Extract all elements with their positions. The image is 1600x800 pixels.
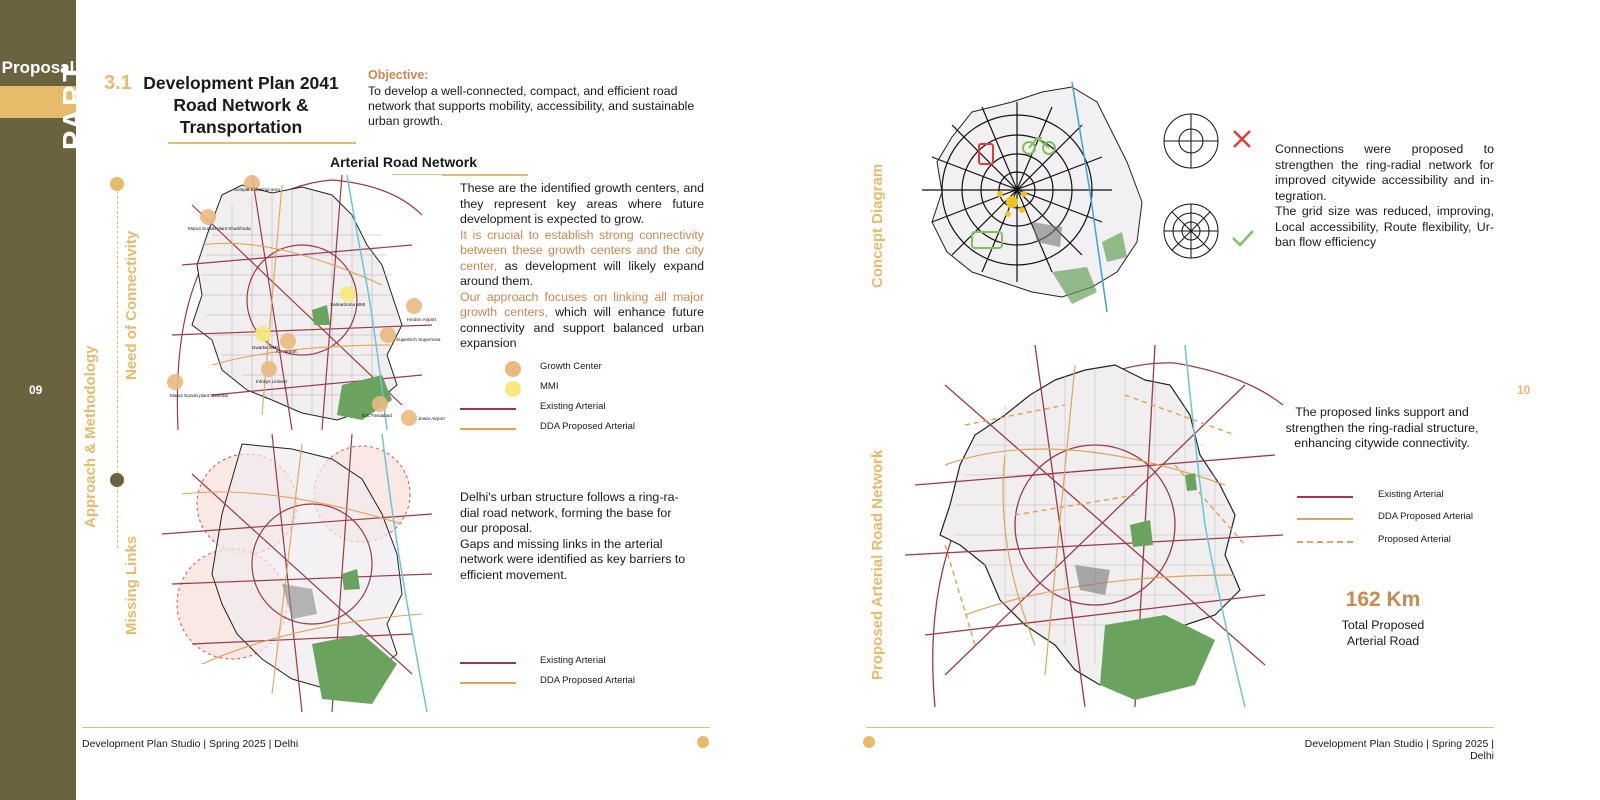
approach-methodology-label: Approach & Methodology [82,345,99,528]
legend-label: Existing Arterial [540,655,606,666]
concept-diagram-svg [912,82,1164,312]
legend-label: MMI [540,381,559,392]
legend-swatch [460,682,516,684]
legend-label: DDA Proposed Arterial [540,675,636,686]
growth-centers-para3: which will enhance future connectivity and support balanced urban expansion [460,305,704,350]
legend-label: DDA Proposed Arterial [540,421,636,432]
total-km-label-line: Arterial Road [1346,633,1420,648]
proposed-description: The proposed links support and strengthen the ring-radial structure, enhancing citywide connectivity. [1285,405,1479,450]
legend-swatch [1297,541,1353,543]
methodology-dashed-line [117,186,118,548]
total-km-label-line: Total Proposed [1341,618,1425,632]
legend-swatch [1297,496,1353,498]
objective-text: To develop a well-connected, compact, and efficient road network that supports mobility, accessibility, and sustainable urban growth. [368,84,695,128]
legend-swatch [460,408,516,410]
missing-links-description [460,490,692,583]
legend-swatch [505,361,521,377]
methodology-dot-missing [110,473,124,487]
footer-rule-left [82,727,710,728]
arterial-section-title: Arterial Road Network [330,154,478,170]
delhi-boundary [932,87,1142,297]
total-km-value: 162 Km [1345,588,1421,611]
title-line: Development Plan 2041 [143,73,339,93]
proposal-label: Proposal [1,58,75,77]
proposed-network-svg [905,345,1283,707]
map-label-maruti-kharkhoda: Maruti Suzuki plant Kharkhoda [188,226,251,231]
map-label-sarkardoma: Sarkardoma MMI [330,302,366,307]
growth-centers-para1: These are the identified growth centers, and they represent key areas where future development is expected to grow. [460,181,704,226]
page-number-left: 09 [29,383,43,397]
concept-description [1275,142,1494,251]
title-line: Road Network & [173,95,309,115]
map-label-maruti-manesar: Maruti Suzuki plant Manesar [170,393,229,398]
legend-swatch [1297,518,1353,520]
map-label-dwarka: Dwarka MMI [252,345,278,350]
missing-links-map-svg [152,434,442,712]
map-label-igi: IGI Airport [276,349,297,354]
map-label-sonipat: Sonipat Industrial area [234,187,280,192]
legend-label: Existing Arterial [1378,489,1444,500]
part-label [58,61,91,150]
concept-para1: Connections were proposed to strengthen the ring-radial network for improved citywide accessibility and in-tegration. [1275,142,1494,203]
legend-label: Growth Center [540,361,602,372]
proposed-network-legend [1297,489,1507,549]
growth-centers-map [152,175,445,430]
map-label-jewar: Jewar Airport [418,416,445,421]
legend-label: Proposed Arterial [1378,534,1451,545]
legend-swatch [460,428,516,430]
cross-icon [1231,128,1253,150]
objective-label: Objective: [368,68,429,82]
legend-swatch [505,381,521,397]
coarse-ring-grid-icon [1162,112,1220,170]
map-label-idc: IDC Faridabad [362,413,392,418]
missing-links-legend [460,655,670,695]
fine-ring-grid-icon [1162,202,1220,260]
map-label-infosys: Infosys Limited [256,379,287,384]
concept-diagram-label: Concept Diagram [869,163,886,288]
proposed-network-map [905,345,1283,707]
missing-links-para2: Gaps and missing links in the arterial network were identified as key barriers to efficient movement. [460,536,686,582]
footer-dot-left [697,736,709,748]
page-number-right: 10 [1517,383,1531,397]
missing-links-para1: Delhi's urban structure follows a ring-ra-dial road network, forming the base for our proposal. [460,490,679,535]
legend-label: DDA Proposed Arterial [1378,511,1474,522]
section-number: 3.1 [104,72,132,94]
page-title [132,72,350,138]
footer-dot-right [863,736,875,748]
footer-rule-right [866,727,1494,728]
part-word: PART [58,61,90,150]
map-label-hindon: Hindon Airport [407,317,437,322]
footer-text-left: Development Plan Studio | Spring 2025 | Delhi [82,738,299,750]
need-connectivity-label: Need of Connectivity [123,230,140,380]
growth-centers-description [460,181,704,352]
missing-links-map [152,434,442,712]
growth-centers-para3-highlight: Our approach focuses on linking all major growth centers, [460,289,704,319]
concept-para2: The grid size was reduced, improving, Local accessibility, Route flexibility, Ur-ban flow efficiency [1275,204,1494,249]
title-line: Transportation [179,117,303,137]
legend-label: Existing Arterial [540,401,606,412]
growth-centers-legend [460,361,670,435]
growth-centers-para2: as development will likely expand around them. [460,258,704,288]
proposed-network-label: Proposed Arterial Road Network [869,449,886,680]
total-km-label [1323,618,1443,649]
growth-centers-para2-highlight: It is crucial to establish strong connectivity between these growth centers and the city center, [460,227,704,273]
growth-centers-map-svg [152,175,445,430]
footer-text-right: Development Plan Studio | Spring 2025 | Delhi [1304,738,1494,762]
title-rule [168,142,356,144]
missing-links-label: Missing Links [123,535,140,635]
methodology-dot-need [110,177,124,191]
legend-swatch [460,662,516,664]
check-icon [1231,228,1255,248]
concept-diagram-map [912,82,1164,312]
map-label-supertech: Supertech Supernova [396,337,441,342]
